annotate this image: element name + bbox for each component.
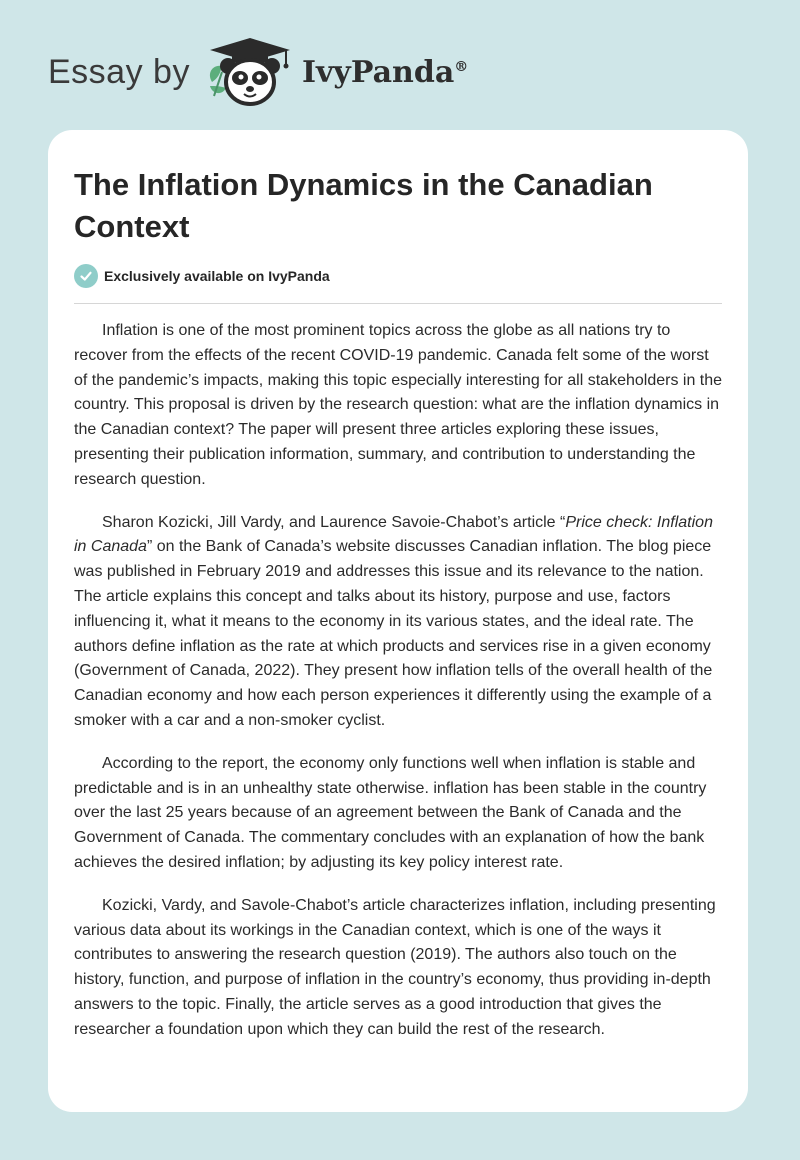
registered-mark: ® bbox=[454, 58, 469, 75]
exclusive-badge bbox=[74, 264, 330, 288]
brand-name[interactable] bbox=[302, 55, 468, 90]
paragraph-4: Kozicki, Vardy, and Savole-Chabot’s article characterizes inflation, including presenting various data about its workings in the Canadian context, which is one of the ways it contributes to answering the research question (2019). The authors also touch on the history, function, and purpose of inflation in the country’s economy, thus providing in-depth answers to the topic. Finally, the article serves as a good introduction that gives the researcher a foundation upon which they can build the rest of the research. bbox=[74, 896, 716, 1038]
paragraph-3: According to the report, the economy only functions well when inflation is stable and predictable and is in an unhealthy state otherwise. inflation has been stable in the country over the last 25 years because of an agreement between the Bank of Canada and the Government of Canada. The commentary concludes with an explanation of how the bank achieves the desired inflation; by adjusting its key policy interest rate. bbox=[74, 754, 707, 871]
article-title-citation: Price check: Inflation in Canada bbox=[74, 513, 713, 556]
paragraph-2-text-end: ” on the Bank of Canada’s website discusses Canadian inflation. The blog piece was published in February 2019 and addresses this issue and its relevance to the nation. The article explains this concept and talks about its history, purpose and use, factors influencing it, what it means to the economy in its various states, and the ideal rate. The authors define inflation as the rate at which products and services rise in a given economy (Government of Canada, 2022). They present how inflation tells of the overall health of the Canadian economy and how each person experiences it differently using the example of a smoker with a car and a non-smoker cyclist. bbox=[74, 538, 713, 729]
paragraph-2 bbox=[74, 511, 726, 734]
brand-text: IvyPanda bbox=[301, 54, 455, 90]
panda-graduate-icon bbox=[204, 36, 296, 108]
check-circle-icon bbox=[74, 264, 98, 288]
exclusive-badge-text: Exclusively available on IvyPanda bbox=[104, 268, 330, 284]
site-header bbox=[48, 36, 468, 108]
paragraph-1: Inflation is one of the most prominent topics across the globe as all nations try to recover from the effects of the recent COVID-19 pandemic. Canada felt some of the worst of the pandemic’s impacts, making this topic especially interesting for all stakeholders in the country. This proposal is driven by the research question: what are the inflation dynamics in the Canadian context? The paper will present three articles exploring these issues, presenting their publication information, summary, and contribution to understanding the research question. bbox=[74, 322, 723, 488]
paragraph-2-text-start: Sharon Kozicki, Jill Vardy, and Laurence Savoie-Chabot’s article “ bbox=[102, 513, 566, 531]
article-body bbox=[74, 319, 726, 1061]
article-card bbox=[48, 130, 748, 1112]
divider bbox=[74, 303, 722, 304]
page-title: The Inflation Dynamics in the Canadian Context bbox=[74, 167, 653, 244]
essay-by-label: Essay by bbox=[48, 52, 190, 91]
